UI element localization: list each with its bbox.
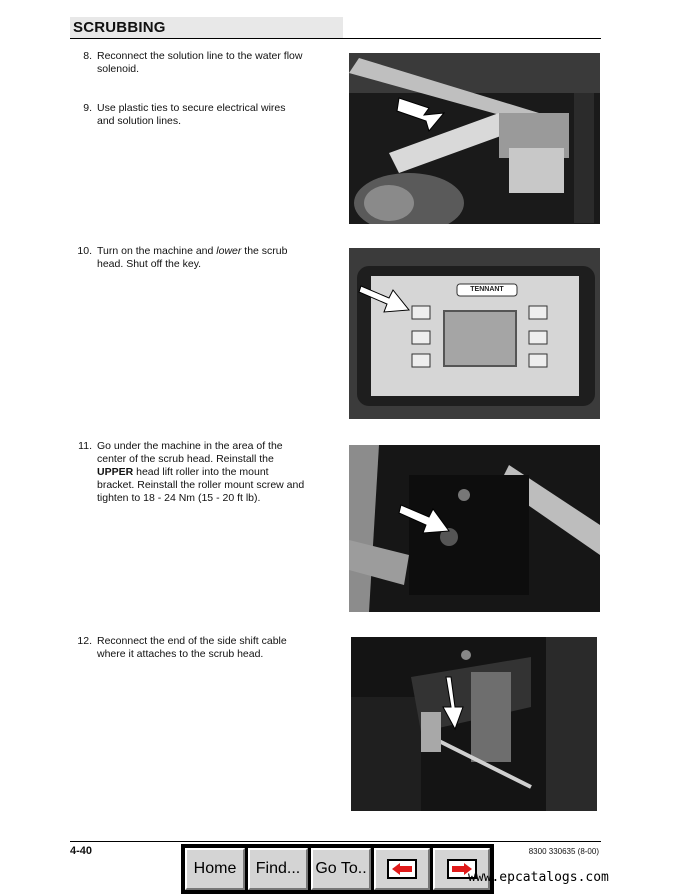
footer-rule bbox=[70, 841, 601, 842]
step-text-segment: head lift roller into the mount bbox=[133, 466, 269, 478]
step-text-line bbox=[97, 245, 332, 258]
step-text-strong: UPPER bbox=[97, 466, 134, 478]
page-number: 4-40 bbox=[70, 845, 93, 857]
document-reference: 8300 330635 (8-00) bbox=[528, 847, 599, 856]
step-number: 12. bbox=[77, 635, 92, 647]
step-text-line: and solution lines. bbox=[97, 115, 182, 127]
photo-solenoid bbox=[349, 53, 600, 224]
step-text-line: Reconnect the end of the side shift cable bbox=[97, 635, 287, 647]
step-text-line: Use plastic ties to secure electrical wires bbox=[97, 102, 286, 114]
step-text-line: tighten to 18 - 24 Nm (15 - 20 ft lb). bbox=[97, 492, 261, 504]
previous-page-button[interactable] bbox=[374, 848, 430, 890]
step-text-line: Reconnect the solution line to the water flow bbox=[97, 50, 303, 62]
step-number: 9. bbox=[83, 102, 92, 114]
section-header bbox=[70, 17, 343, 39]
step-number: 11. bbox=[78, 440, 92, 452]
step-text-segment: Turn on the machine and bbox=[97, 245, 217, 257]
photo-control-panel bbox=[349, 248, 600, 419]
section-title: SCRUBBING bbox=[73, 19, 166, 36]
step-text-line bbox=[97, 466, 332, 479]
step-text-line: Go under the machine in the area of the bbox=[97, 440, 283, 452]
watermark-text: www.epcatalogs.com bbox=[468, 870, 609, 885]
step-text-line: solenoid. bbox=[97, 63, 140, 75]
tennant-logo: TENNANT bbox=[470, 286, 504, 293]
step-text-segment: the scrub bbox=[241, 245, 288, 257]
navigation-bar bbox=[181, 844, 494, 894]
previous-arrow-icon bbox=[387, 859, 417, 879]
step-text-line: bracket. Reinstall the roller mount screw and bbox=[97, 479, 305, 491]
find-button[interactable]: Find... bbox=[248, 848, 308, 890]
step-text-line: center of the scrub head. Reinstall the bbox=[97, 453, 274, 465]
photo-side-shift-cable bbox=[351, 637, 597, 811]
step-number: 10. bbox=[77, 245, 92, 257]
header-rule bbox=[70, 38, 601, 39]
step-text-emphasis: lower bbox=[216, 245, 242, 257]
step-text-line: where it attaches to the scrub head. bbox=[97, 648, 264, 660]
step-number: 8. bbox=[83, 50, 92, 62]
home-button[interactable]: Home bbox=[185, 848, 245, 890]
photo-head-lift-roller bbox=[349, 445, 600, 612]
step-text-line: head. Shut off the key. bbox=[97, 258, 202, 270]
goto-button[interactable]: Go To.. bbox=[311, 848, 371, 890]
